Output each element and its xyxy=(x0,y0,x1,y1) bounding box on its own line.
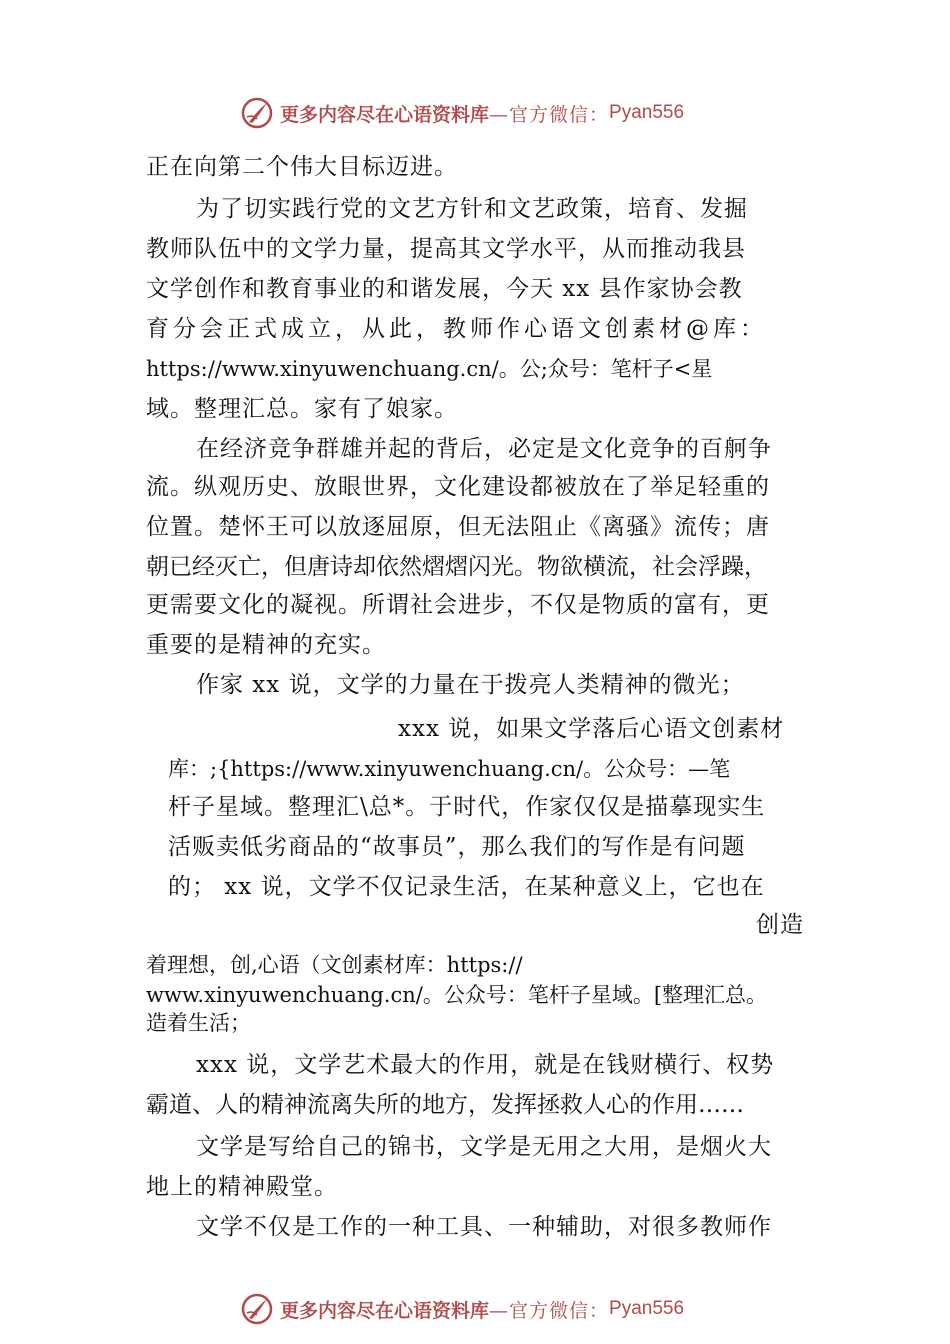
text-line: 域。整理汇总。家有了娘家。 xyxy=(146,396,458,422)
text-line: 位置。楚怀王可以放逐屈原，但无法阻止《离骚》流传；唐 xyxy=(146,514,770,540)
text-line: 正在向第二个伟大目标迈进。 xyxy=(146,154,458,180)
brush-logo-icon xyxy=(240,1292,274,1326)
text-line: 文学是写给自己的锦书，文学是无用之大用，是烟火大 xyxy=(196,1134,772,1160)
text-line: 创造 xyxy=(756,912,804,938)
text-line: 活贩卖低劣商品的“故事员”，那么我们的写作是有问题 xyxy=(168,834,746,860)
text-line: 造着生活； xyxy=(146,1011,251,1035)
text-line: 着理想，创,心语（文创素材库：https:// xyxy=(146,953,523,977)
text-line: 的； xx 说，文学不仅记录生活，在某种意义上，它也在 xyxy=(168,874,765,900)
text-line: 流。纵观历史、放眼世界，文化建设都被放在了举足轻重的 xyxy=(146,474,770,500)
text-line: xxx 说，文学艺术最大的作用，就是在钱财横行、权势 xyxy=(196,1052,775,1078)
text-line: www.xinyuwenchuang.cn/。公众号：笔杆子星域。[整理汇总。 xyxy=(146,983,768,1007)
watermark-wechat-id: Pyan556 xyxy=(609,1298,685,1319)
text-line: 文学不仅是工作的一种工具、一种辅助，对很多教师作 xyxy=(196,1214,772,1240)
text-line: 重要的是精神的充实。 xyxy=(146,632,386,658)
text-line: 文学创作和教育事业的和谐发展，今天 xx 县作家协会教 xyxy=(146,276,743,302)
text-line: xxx 说，如果文学落后心语文创素材 xyxy=(398,716,785,742)
text-line: 杆子星域。整理汇\总*。于时代，作家仅仅是描摹现实生 xyxy=(168,794,766,820)
footer-watermark-banner xyxy=(240,1292,740,1326)
watermark-wechat-label: —官方微信： xyxy=(489,103,610,126)
watermark-title: 更多内容尽在心语资料库 xyxy=(280,103,490,126)
watermark-wechat-id: Pyan556 xyxy=(609,102,685,123)
text-line: 为了切实践行党的文艺方针和文艺政策，培育、发掘 xyxy=(196,196,748,222)
watermark-title: 更多内容尽在心语资料库 xyxy=(280,1299,490,1322)
text-line: 在经济竞争群雄并起的背后，必定是文化竞争的百舸争 xyxy=(196,436,772,462)
text-line: 地上的精神殿堂。 xyxy=(146,1174,338,1200)
watermark-wechat-label: —官方微信： xyxy=(489,1299,610,1322)
text-line: 教师队伍中的文学力量，提高其文学水平，从而推动我县 xyxy=(146,236,746,262)
text-line: 育分会正式成立，从此，教师作心语文创素材@库： xyxy=(146,316,767,342)
brush-logo-icon xyxy=(240,96,274,130)
text-line: 作家 xx 说，文学的力量在于拨亮人类精神的微光； xyxy=(196,672,745,698)
header-watermark-banner xyxy=(240,96,740,130)
text-line: 更需要文化的凝视。所谓社会进步，不仅是物质的富有，更 xyxy=(146,592,770,618)
text-line: 库：;{https://www.xinyuwenchuang.cn/。公众号：—笔 xyxy=(168,757,731,781)
text-line: https://www.xinyuwenchuang.cn/。公;众号：笔杆子<星 xyxy=(146,357,713,381)
text-line: 朝已经灭亡，但唐诗却依然熠熠闪光。物欲横流，社会浮躁， xyxy=(146,554,767,580)
text-line: 霸道、人的精神流离失所的地方，发挥拯救人心的作用…… xyxy=(146,1092,744,1118)
